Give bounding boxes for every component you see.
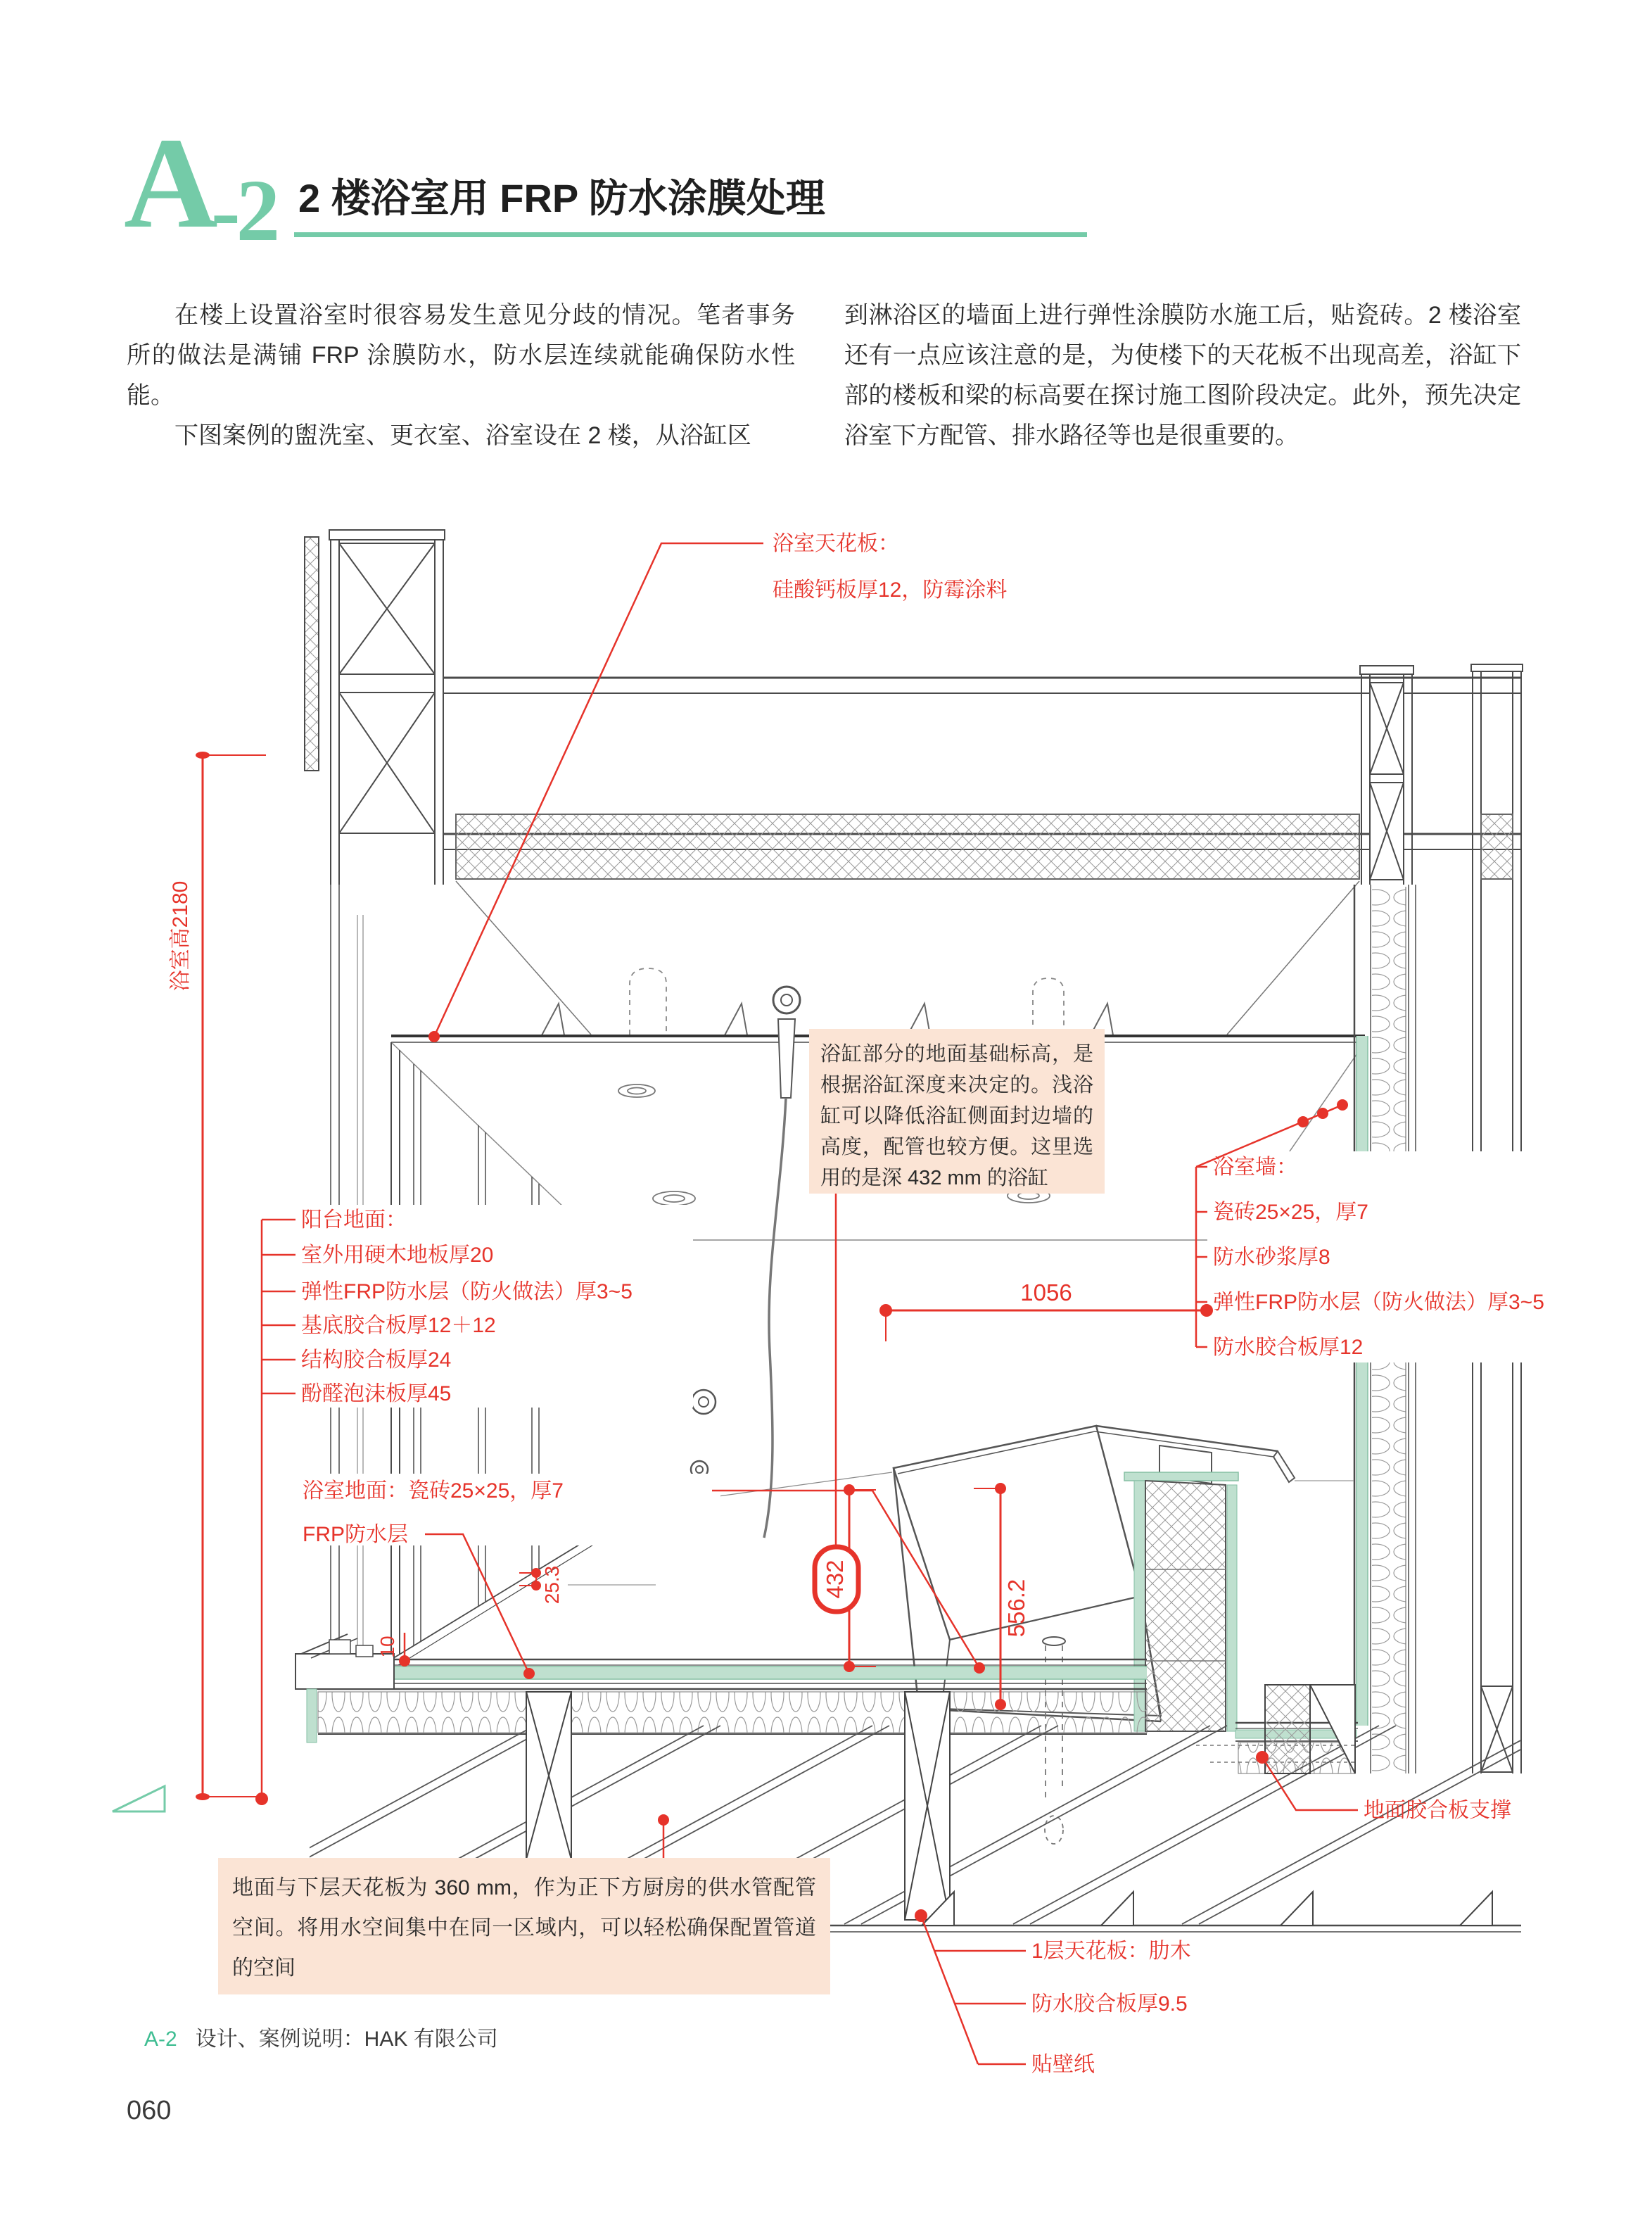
- label-balcony-l2: 弹性FRP防水层（防火做法）厚3~5: [301, 1280, 633, 1303]
- label-balcony-l1: 室外用硬木地板厚20: [301, 1244, 494, 1267]
- label-f1-ceiling: 1层天花板：肋木: [1031, 1940, 1191, 1963]
- intro-paragraph-2: 下图案例的盥洗室、更衣室、浴室设在 2 楼，从浴缸区: [174, 422, 751, 449]
- credit-line: [144, 2021, 498, 2052]
- dim-556: 556.2: [1003, 1579, 1029, 1638]
- waterproof-edge-marker: [113, 1786, 165, 1811]
- tub-note-callout: 浴缸部分的地面基础标高，是根据浴缸深度来决定的。浅浴缸可以降低浴缸侧面封边墙的高度，配管也较方便。这里选用的是深 432 mm 的浴缸: [809, 1029, 1105, 1194]
- label-balcony-l4: 结构胶合板厚24: [301, 1348, 452, 1372]
- dim-room-height: 浴室高2180: [169, 880, 192, 992]
- label-wall-l1: 瓷砖25×25，厚7: [1213, 1201, 1368, 1224]
- label-ceiling-spec: 硅酸钙板厚12，防霉涂料: [773, 578, 1008, 602]
- section-code: A: [124, 111, 218, 255]
- intro-paragraph-3: 到淋浴区的墙面上进行弹性涂膜防水施工后，贴瓷砖。2 楼浴室还有一点应该注意的是，为使楼下的天花板不出现高差，浴缸下部的楼板和梁的标高要在探讨施工图阶段决定。此外，预先决定浴室下方配管、排水路径等也是很重要的。: [844, 302, 1521, 449]
- label-balcony-l3: 基底胶合板厚12＋12: [301, 1314, 496, 1337]
- label-wall-l2: 防水砂浆厚8: [1213, 1246, 1330, 1269]
- dim-25-3: 25.3: [541, 1565, 563, 1605]
- label-balcony-l5: 酚醛泡沫板厚45: [301, 1382, 452, 1405]
- dim-1056: 1056: [1020, 1279, 1072, 1305]
- label-wall-title: 浴室墙：: [1213, 1156, 1297, 1179]
- label-ceiling-title: 浴室天花板：: [773, 532, 899, 555]
- credit-code: A-2: [144, 2028, 177, 2051]
- shower-fixture: [691, 987, 800, 1538]
- label-bath-floor: 浴室地面：瓷砖25×25，厚7: [303, 1479, 564, 1503]
- label-frp-layer: FRP防水层: [303, 1523, 408, 1546]
- page-title: 2 楼浴室用 FRP 防水涂膜处理: [298, 176, 825, 220]
- page-number: 060: [127, 2096, 172, 2125]
- section-code-suffix: -2: [211, 163, 277, 260]
- dim-10: 10: [376, 1636, 398, 1658]
- credit-text: 设计、案例说明：HAK 有限公司: [195, 2028, 498, 2051]
- intro-paragraph-1: 在楼上设置浴室时很容易发生意见分歧的情况。笔者事务所的做法是满铺 FRP 涂膜防水，防水层连续就能确保防水性能。: [127, 302, 795, 409]
- label-balcony-title: 阳台地面：: [301, 1208, 407, 1232]
- label-f1-wallpaper: 贴壁纸: [1031, 2053, 1095, 2076]
- pipe-note-callout: 地面与下层天花板为 360 mm，作为正下方厨房的供水管配管空间。将用水空间集中在同一区域内，可以轻松确保配置管道的空间: [218, 1858, 830, 1994]
- dim-432: 432: [822, 1560, 848, 1599]
- label-f1-plywood: 防水胶合板厚9.5: [1031, 1992, 1188, 2016]
- tub-drain: [1043, 1637, 1065, 1645]
- label-wall-l4: 防水胶合板厚12: [1213, 1336, 1364, 1359]
- shower-valve: [692, 1390, 716, 1414]
- label-floor-support: 地面胶合板支撑: [1364, 1799, 1511, 1822]
- label-wall-l3: 弹性FRP防水层（防火做法）厚3~5: [1213, 1291, 1544, 1314]
